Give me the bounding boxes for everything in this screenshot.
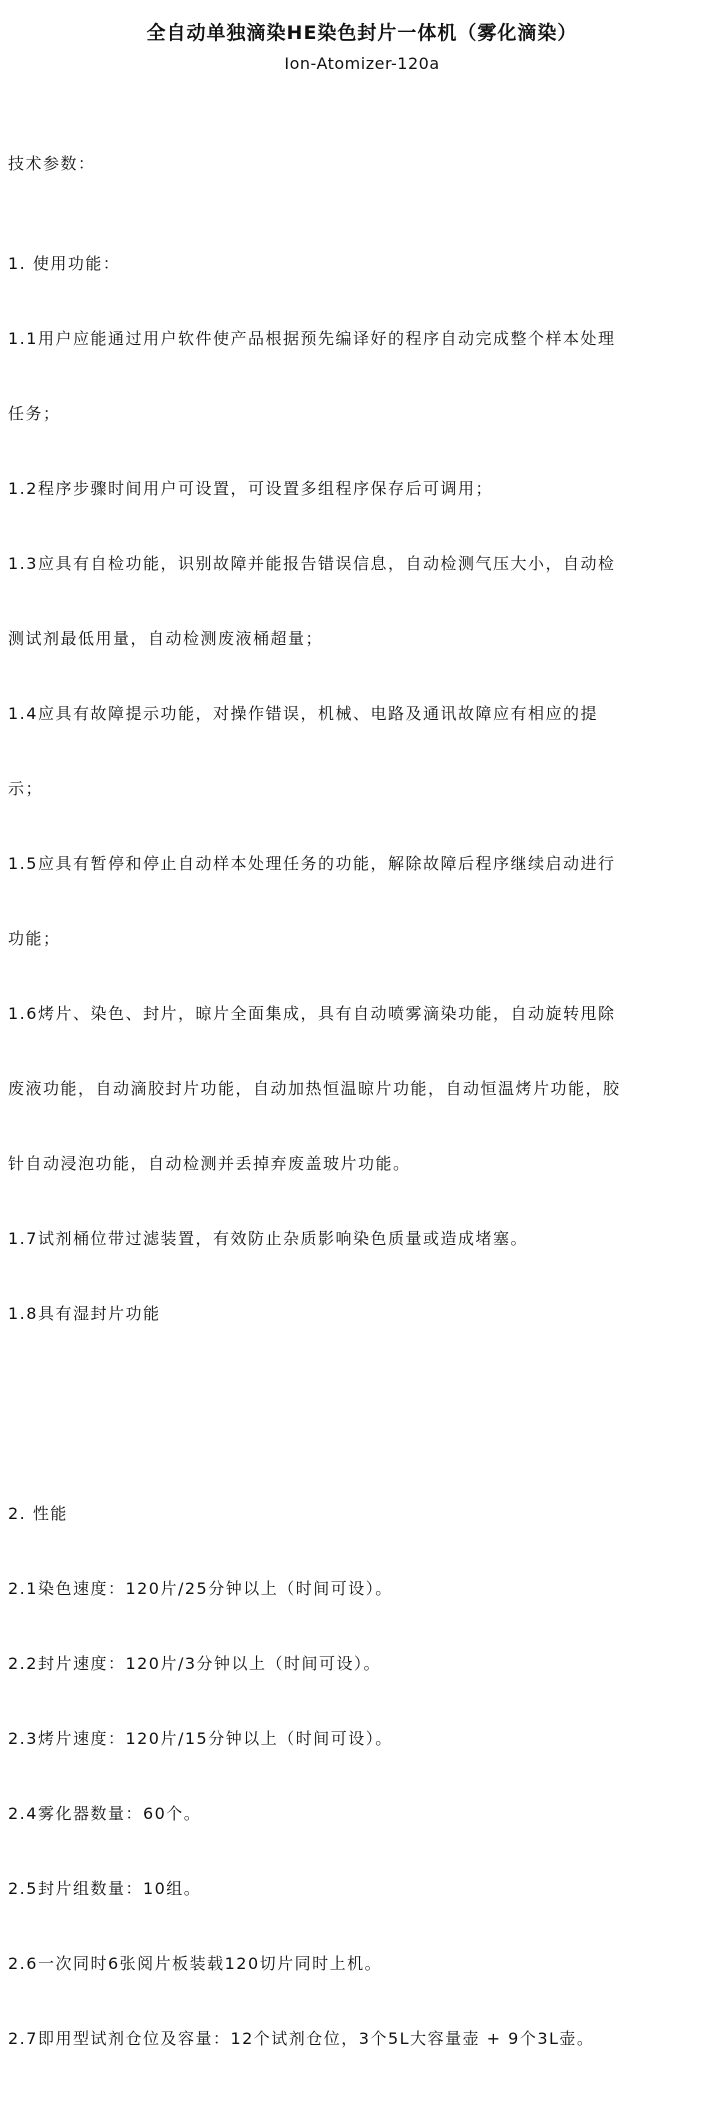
- spec-line: 2.2封片速度：120片/3分钟以上（时间可设）。: [8, 1654, 382, 1673]
- spec-body: [8, 101, 718, 2101]
- spec-line: 1.3应具有自检功能，识别故障并能报告错误信息，自动检测气压大小，自动检: [8, 554, 616, 573]
- spec-line: 2.7即用型试剂仓位及容量：12个试剂仓位，3个5L大容量壶 + 9个3L壶。: [8, 2029, 595, 2048]
- section-heading-performance: 2. 性能: [8, 1504, 68, 1523]
- spec-line: 2.3烤片速度：120片/15分钟以上（时间可设）。: [8, 1729, 393, 1748]
- spec-line: 1.5应具有暂停和停止自动样本处理任务的功能，解除故障后程序继续启动进行: [8, 854, 616, 873]
- model-number: Ion-Atomizer-120a: [284, 54, 440, 73]
- spec-line: 2.4雾化器数量：60个。: [8, 1804, 202, 1823]
- spec-line: 1.8具有湿封片功能: [8, 1304, 161, 1323]
- spec-line: 任务；: [8, 404, 61, 423]
- spec-line: 2.1染色速度：120片/25分钟以上（时间可设）。: [8, 1579, 393, 1598]
- document-title: 全自动单独滴染HE染色封片一体机（雾化滴染）: [146, 22, 578, 44]
- spec-line: 1.4应具有故障提示功能，对操作错误，机械、电路及通讯故障应有相应的提: [8, 704, 598, 723]
- spec-line: 2.6一次同时6张阅片板装载120切片同时上机。: [8, 1954, 383, 1973]
- spec-line: 1.6烤片、染色、封片，晾片全面集成，具有自动喷雾滴染功能，自动旋转甩除: [8, 1004, 616, 1023]
- spec-heading: 技术参数：: [8, 154, 96, 173]
- spec-line: 测试剂最低用量，自动检测废液桶超量；: [8, 629, 324, 648]
- spec-line: 1.2程序步骤时间用户可设置，可设置多组程序保存后可调用；: [8, 479, 493, 498]
- spec-line: 1.1用户应能通过用户软件使产品根据预先编译好的程序自动完成整个样本处理: [8, 329, 616, 348]
- section-spacer: [8, 1401, 718, 1426]
- spec-line: 示；: [8, 779, 44, 798]
- spec-line: 1.7试剂桶位带过滤装置，有效防止杂质影响染色质量或造成堵塞。: [8, 1229, 528, 1248]
- section-heading-functions: 1. 使用功能：: [8, 254, 121, 273]
- spec-line: 针自动浸泡功能，自动检测并丢掉弃废盖玻片功能。: [8, 1154, 411, 1173]
- spec-line: 功能；: [8, 929, 61, 948]
- spec-line: 废液功能，自动滴胶封片功能，自动加热恒温晾片功能，自动恒温烤片功能，胶: [8, 1079, 621, 1098]
- spec-line: 2.5封片组数量：10组。: [8, 1879, 202, 1898]
